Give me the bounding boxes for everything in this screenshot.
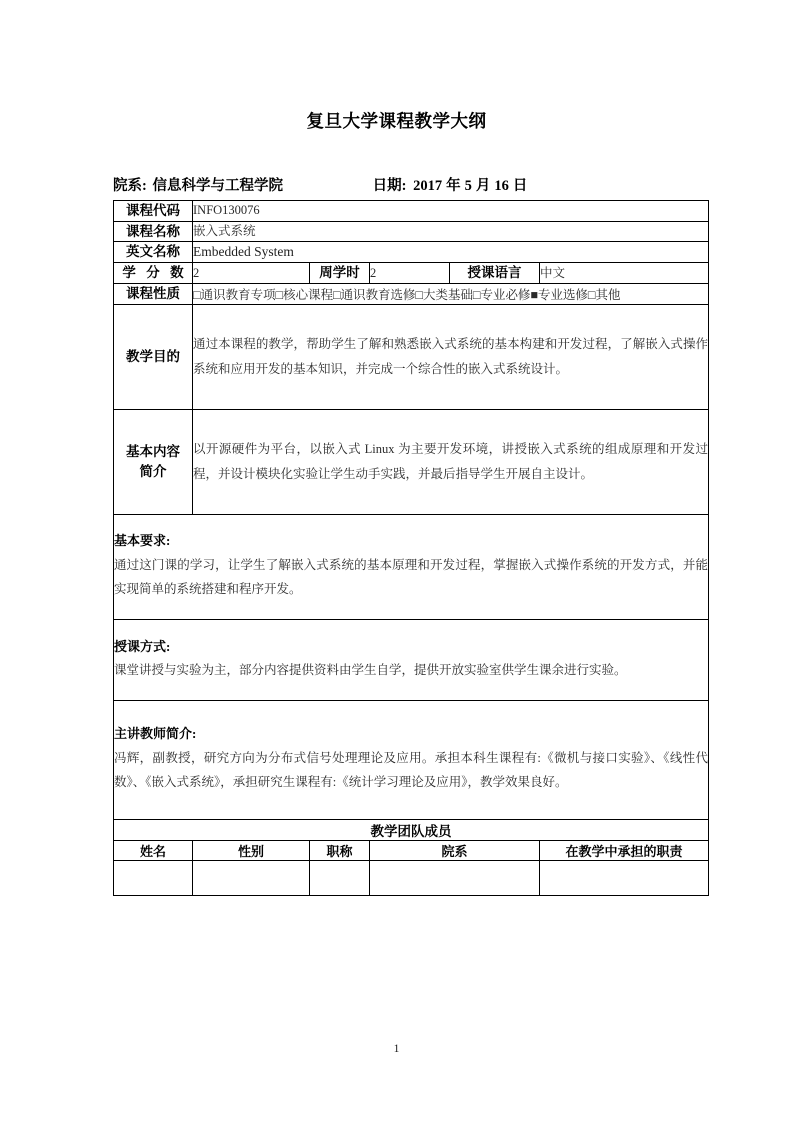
department-value: 信息科学与工程学院 [152, 178, 283, 194]
weekly-hours-value: 2 [370, 263, 450, 284]
date-year: 2017 [413, 178, 443, 194]
team-cell-rank [310, 860, 370, 895]
date-day: 16 [494, 178, 509, 194]
language-label: 授课语言 [450, 263, 540, 284]
date-month-unit: 月 [475, 178, 491, 194]
objective-label: 教学目的 [114, 304, 193, 409]
department-label: 院系: [113, 178, 147, 194]
course-code-label: 课程代码 [114, 201, 193, 222]
course-name-value: 嵌入式系统 [193, 221, 709, 242]
credits-label: 学 分 数 [114, 263, 193, 284]
table-row-course-nature [114, 283, 709, 304]
table-row-content [114, 409, 709, 514]
team-column-gender: 性别 [193, 840, 310, 860]
team-cell-dept [370, 860, 540, 895]
date-label: 日期: [372, 178, 407, 194]
team-column-dept: 院系 [370, 840, 540, 860]
table-row-team-header [114, 840, 709, 860]
table-row-credits [114, 263, 709, 284]
weekly-hours-label: 周学时 [310, 263, 370, 284]
section-body: 冯辉，副教授，研究方向为分布式信号处理理论及应用。承担本科生课程有:《微机与接口实验》、《线性代数》、《嵌入式系统》，承担研究生课程有:《统计学习理论及应用》，教学效果良好。 [114, 750, 709, 790]
content-value: 以开源硬件为平台，以嵌入式 Linux 为主要开发环境，讲授嵌入式系统的组成原理和开发过程，并设计模块化实验让学生动手实践，并最后指导学生开展自主设计。 [193, 409, 709, 514]
section-basic-requirements [114, 514, 709, 619]
course-info-table [113, 200, 709, 896]
section-heading: 基本要求: [114, 533, 171, 549]
content-label-line1: 基本内容 [126, 443, 180, 459]
english-name-value: Embedded System [193, 242, 709, 263]
header-meta [113, 174, 708, 195]
section-body: 课堂讲授与实验为主，部分内容提供资料由学生自学，提供开放实验室供学生课余进行实验。 [114, 663, 627, 678]
content-label [114, 409, 193, 514]
section-instructor-profile [114, 700, 709, 819]
language-value: 中文 [540, 263, 709, 284]
table-row-english-name [114, 242, 709, 263]
team-cell-name [114, 860, 193, 895]
team-cell-gender [193, 860, 310, 895]
section-heading: 主讲教师简介: [114, 726, 197, 742]
page-title: 复旦大学课程教学大纲 [306, 111, 487, 131]
table-row-course-code [114, 201, 709, 222]
credits-value: 2 [193, 263, 310, 284]
table-row [114, 860, 709, 895]
team-column-name: 姓名 [114, 840, 193, 860]
objective-value: 通过本课程的教学，帮助学生了解和熟悉嵌入式系统的基本构建和开发过程，了解嵌入式操作系统和应用开发的基本知识，并完成一个综合性的嵌入式系统设计。 [193, 304, 709, 409]
date-month: 5 [464, 178, 472, 194]
date-year-unit: 年 [446, 178, 461, 194]
course-name-label: 课程名称 [114, 221, 193, 242]
table-row-basic-requirements [114, 514, 709, 619]
team-column-rank: 职称 [310, 840, 370, 860]
page-number: 1 [393, 1043, 400, 1055]
section-teaching-method [114, 619, 709, 700]
date-value [413, 178, 527, 194]
team-cell-duty [540, 860, 709, 895]
english-name-label: 英文名称 [114, 242, 193, 263]
table-row-teaching-method [114, 619, 709, 700]
date-day-unit: 日 [512, 178, 528, 194]
table-row-team-title [114, 819, 709, 840]
course-nature-options[interactable]: □通识教育专项□核心课程□通识教育选修□大类基础□专业必修■专业选修□其他 [193, 283, 709, 304]
team-column-duty: 在教学中承担的职责 [540, 840, 709, 860]
course-code-value: INFO130076 [193, 201, 709, 222]
section-body: 通过这门课的学习，让学生了解嵌入式系统的基本原理和开发过程，掌握嵌入式操作系统的开发方式，并能实现简单的系统搭建和程序开发。 [114, 557, 709, 597]
table-row-instructor-profile [114, 700, 709, 819]
section-heading: 授课方式: [114, 638, 171, 654]
content-label-line2: 简介 [139, 463, 167, 479]
table-row-objective [114, 304, 709, 409]
table-row-course-name [114, 221, 709, 242]
course-nature-label: 课程性质 [114, 283, 193, 304]
team-title: 教学团队成员 [114, 819, 709, 840]
